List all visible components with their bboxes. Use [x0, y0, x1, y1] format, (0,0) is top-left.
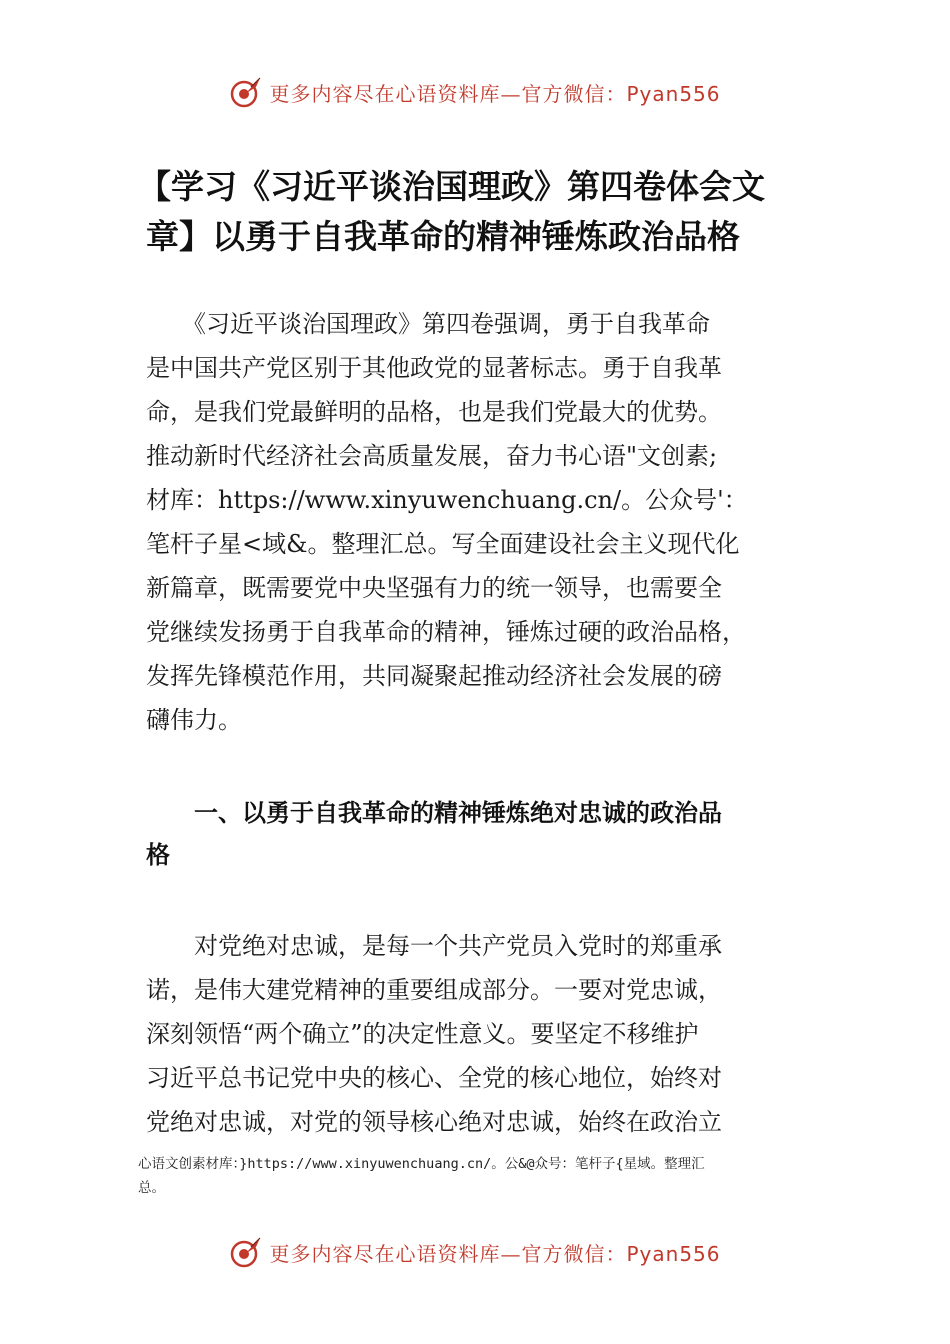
- quill-logo-icon: [229, 75, 263, 109]
- header-banner: [0, 72, 950, 112]
- paragraph-line: 推动新时代经济社会高质量发展，奋力书心语"文创素;: [146, 442, 718, 470]
- paragraph-line: 命，是我们党最鲜明的品格，也是我们党最大的优势。: [146, 398, 722, 426]
- heading-line: 格: [146, 841, 170, 869]
- footnote-line: 总。: [138, 1180, 165, 1196]
- paragraph-line: 党继续发扬勇于自我革命的精神，锤炼过硬的政治品格，: [146, 618, 746, 646]
- quill-logo-icon: [229, 1235, 263, 1269]
- footer-wechat-id: Pyan556: [626, 1241, 721, 1266]
- paragraph-line: 发挥先锋模范作用，共同凝聚起推动经济社会发展的磅: [146, 662, 722, 690]
- paragraph-line: 诺，是伟大建党精神的重要组成部分。一要对党忠诚，: [146, 976, 722, 1004]
- paragraph-line: 礴伟力。: [146, 706, 242, 734]
- paragraph-line: 新篇章，既需要党中央坚强有力的统一领导，也需要全: [146, 574, 722, 602]
- footnote-line: 心语文创素材库：}https://www.xinyuwenchuang.cn/。公&@众号：笔杆子{星域。整理汇: [138, 1156, 705, 1172]
- paragraph-line: 笔杆子星<域&。整理汇总。写全面建设社会主义现代化: [146, 530, 740, 558]
- footer-banner-label: 更多内容尽在心语资料库—官方微信：: [269, 1241, 627, 1266]
- footnote: [138, 1152, 838, 1200]
- title-line: 【学习《习近平谈治国理政》第四卷体会文: [138, 167, 765, 206]
- header-banner-label: 更多内容尽在心语资料库—官方微信：: [269, 81, 627, 106]
- header-banner-text: [269, 78, 720, 107]
- section-heading: [146, 792, 826, 876]
- footer-banner-text: [269, 1238, 720, 1267]
- paragraph-line: 材库：https://www.xinyuwenchuang.cn/。公众号'：: [146, 486, 748, 514]
- title-line: 章】以勇于自我革命的精神锤炼政治品格: [146, 217, 740, 256]
- paragraph-line: 习近平总书记党中央的核心、全党的核心地位，始终对: [146, 1064, 722, 1092]
- paragraph-line: 深刻领悟“两个确立”的决定性意义。要坚定不移维护: [146, 1020, 699, 1048]
- paragraph-line: 是中国共产党区别于其他政党的显著标志。勇于自我革: [146, 354, 722, 382]
- footer-banner: [0, 1232, 950, 1272]
- heading-line: 一、以勇于自我革命的精神锤炼绝对忠诚的政治品: [146, 799, 722, 827]
- intro-paragraph: [146, 302, 826, 742]
- section-paragraph: [146, 924, 826, 1144]
- paragraph-line: 党绝对忠诚，对党的领导核心绝对忠诚，始终在政治立: [146, 1108, 722, 1136]
- document-title: [138, 162, 826, 262]
- header-wechat-id: Pyan556: [626, 81, 721, 106]
- paragraph-line: 对党绝对忠诚，是每一个共产党员入党时的郑重承: [146, 932, 722, 960]
- paragraph-line: 《习近平谈治国理政》第四卷强调，勇于自我革命: [146, 310, 710, 338]
